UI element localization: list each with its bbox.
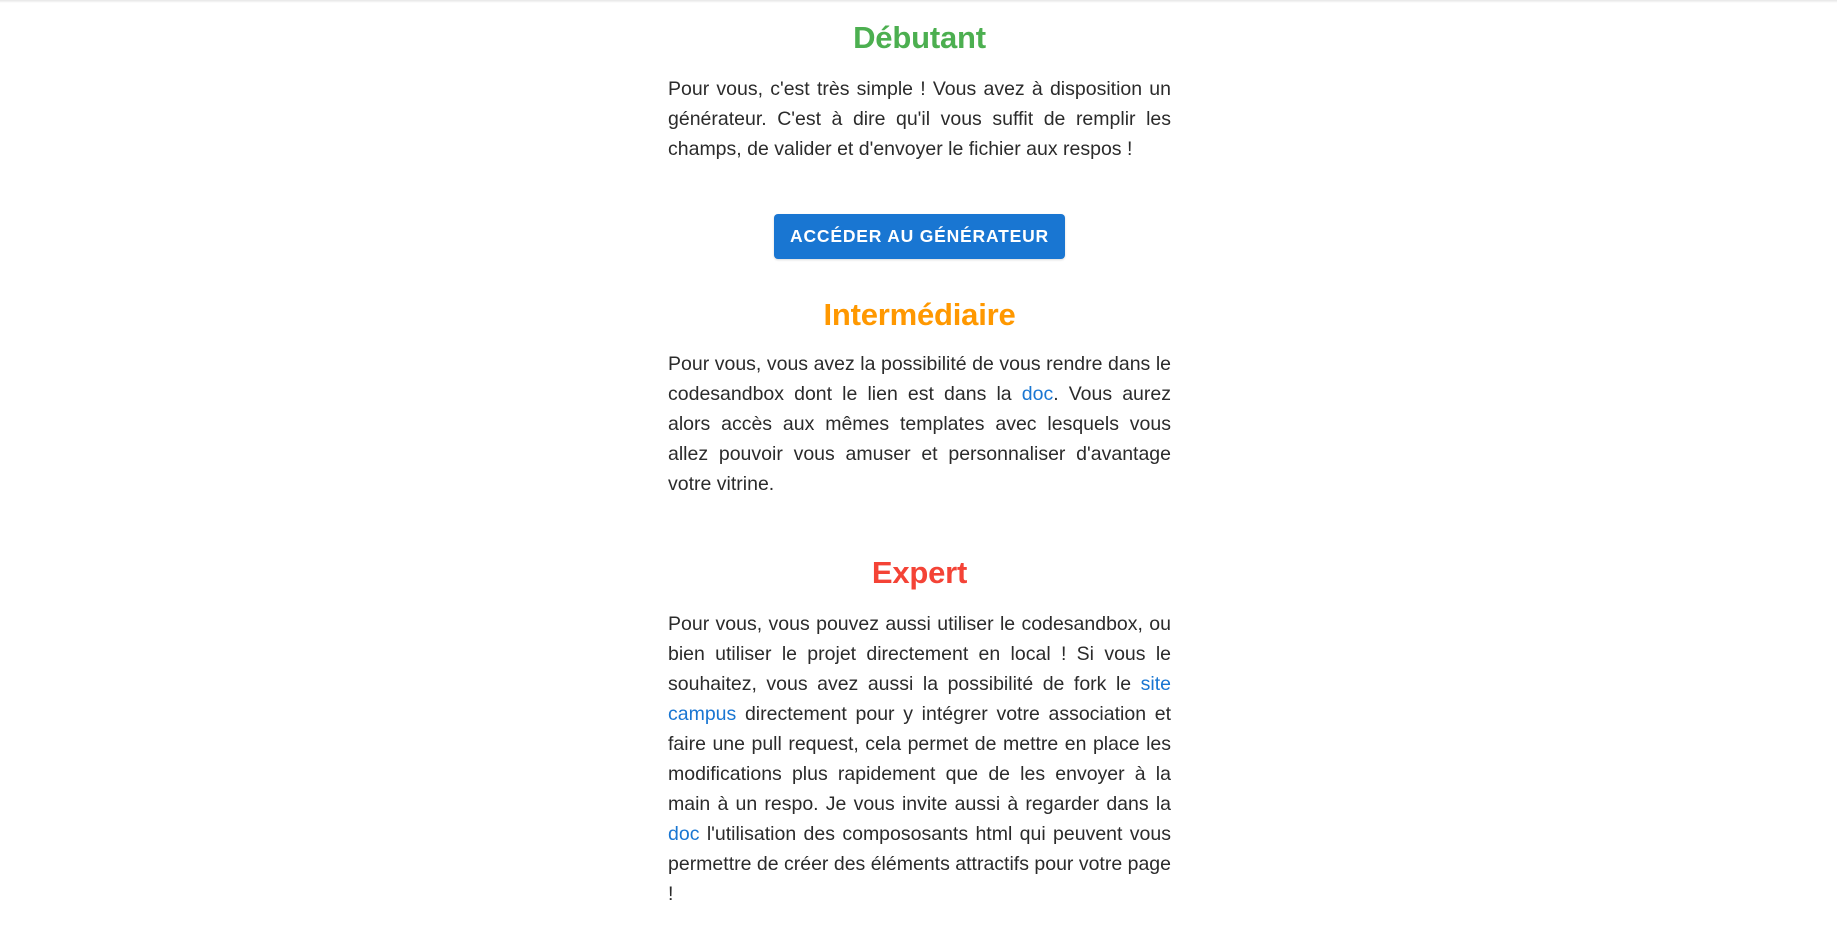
intermediate-paragraph: [668, 349, 1171, 499]
intermediate-text-before-link: Pour vous, vous avez la possibilité de vous rendre dans le codesandbox dont le lien est dans la: [668, 353, 1171, 405]
section-title-expert: Expert: [871, 555, 968, 590]
section-title-beginner: Débutant: [853, 20, 986, 55]
header-shadow: [0, 0, 1837, 3]
generator-button-wrapper: [668, 214, 1171, 259]
expert-paragraph: [668, 609, 1171, 909]
expert-text-3: l'utilisation des compososants html qui peuvent vous permettre de créer des éléments attractifs pour votre page !: [668, 823, 1171, 905]
section-title-intermediate: Intermédiaire: [823, 297, 1016, 332]
expert-text-2: directement pour y intégrer votre association et faire une pull request, cela permet de mettre en place les modifications plus rapidement que de les envoyer à la main à un respo. Je vous invite aussi à regarder dans la: [668, 703, 1171, 815]
expert-text-1: Pour vous, vous pouvez aussi utiliser le codesandbox, ou bien utiliser le projet directement en local ! Si vous le souhaitez, vous avez aussi la possibilité de fork le: [668, 613, 1171, 695]
expert-doc-link[interactable]: doc: [668, 823, 700, 845]
access-generator-button[interactable]: ACCÉDER AU GÉNÉRATEUR: [774, 214, 1065, 259]
beginner-paragraph: Pour vous, c'est très simple ! Vous avez à disposition un générateur. C'est à dire qu'il vous suffit de remplir les champs, de valider et d'envoyer le fichier aux respos !: [668, 78, 1171, 160]
intermediate-text-after-link: . Vous aurez alors accès aux mêmes templates avec lesquels vous allez pouvoir vous amuser et personnaliser d'avantage votre vitrine.: [668, 383, 1171, 495]
site-campus-link[interactable]: site campus: [668, 673, 1171, 725]
doc-link[interactable]: doc: [1021, 383, 1054, 405]
